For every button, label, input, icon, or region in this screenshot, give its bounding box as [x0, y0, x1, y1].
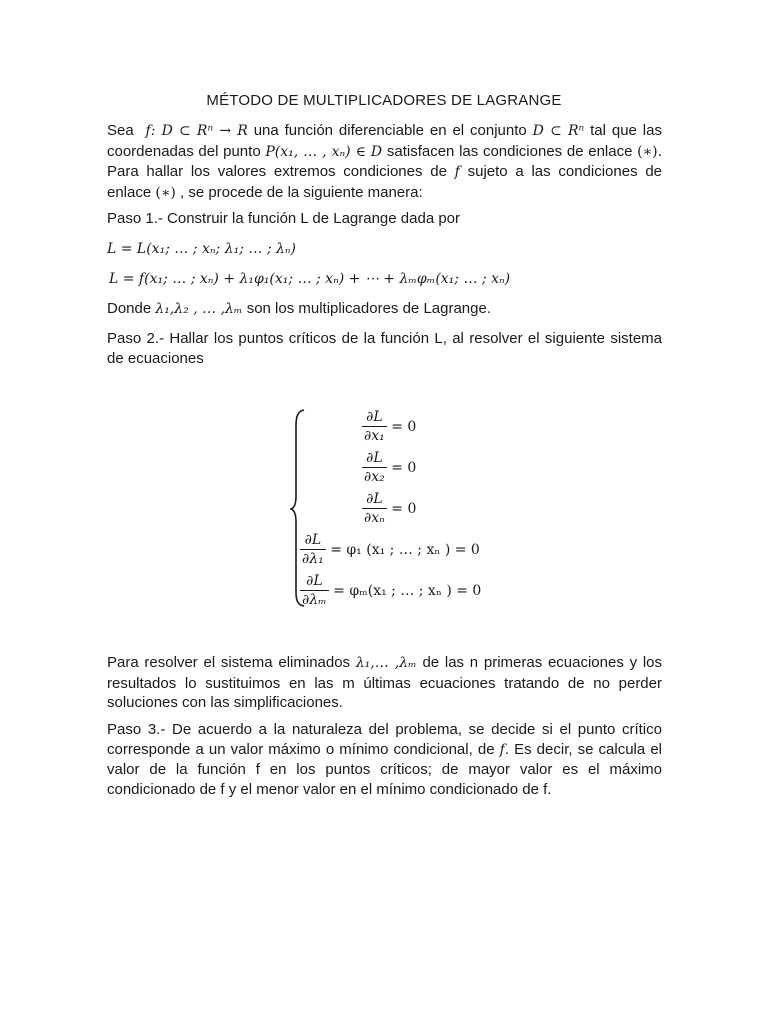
point-definition: P(x₁, … , xₙ) ∈ D — [265, 143, 383, 160]
equation-dxn: $\frac{\partial L}{\text{∂xₙ}}$ = 0 — [364, 491, 417, 526]
equation-system — [290, 408, 550, 608]
donde-line — [107, 299, 491, 319]
lagrange-equation-2: L = f(x₁; … ; xₙ) + λ₁φ₁(x₁; … ; xₙ) + ⋯ + λₘφₘ(x₁; … ; xₙ) — [109, 271, 511, 287]
step1-heading: Paso 1.- Construir la función L de Lagrange dada por — [107, 210, 461, 227]
step3-text-1: Paso 3.- De acuerdo a la naturaleza del problema, se decide si el punto crítico corresponde a un valor máximo o mínimo condicional, de — [107, 721, 662, 758]
enlace-star-2: (∗) — [155, 184, 176, 201]
equation-dlambdam: $\frac{\partial L}{\text{∂λₘ}}$ = φₘ(x₁ ; … ; xₙ ) = 0 — [302, 573, 482, 608]
enlace-star: (∗). — [637, 143, 663, 160]
lagrange-equation-1: L = L(x₁; … ; xₙ; λ₁; … ; λₙ) — [107, 241, 296, 257]
function-definition: f: D ⊂ Rⁿ → R — [145, 123, 248, 139]
intro-text-4: Para hallar los valores extremos condiciones de — [107, 163, 447, 180]
equation-dx2: $\frac{\partial L}{\text{∂x₂}}$ = 0 — [364, 450, 417, 485]
equation-dlambda1: $\frac{\partial L}{\text{∂λ₁}}$ = φ₁ (x₁ ; … ; xₙ ) = 0 — [302, 532, 480, 567]
step3-text-2: . Es decir, se calcula el valor de la función f en los puntos críticos; de mayor valor es el máximo condicionado de f y el menor valor en el mínimo condicionado de f. — [107, 740, 662, 798]
intro-text-3: satisfacen las condiciones de enlace — [386, 142, 633, 160]
intro-paragraph — [107, 121, 662, 203]
intro-text-6: , se procede de la siguiente manera: — [180, 183, 423, 201]
equation-dx1: $\frac{\partial L}{\text{∂x₁}}$ = 0 — [364, 409, 417, 444]
lambda-list: λ₁,λ₂ , … ,λₘ — [155, 301, 243, 317]
intro-text-1: una función diferenciable en el conjunto — [253, 122, 527, 139]
solve-suffix: de las n primeras ecuaciones y los resultados lo sustituimos en las m últimas ecuaciones tratando de no perder soluciones con las simplificaciones. — [107, 654, 662, 711]
step2-paragraph: Paso 2.- Hallar los puntos críticos de la función L, al resolver el siguiente sistema de ecuaciones — [107, 330, 662, 367]
intro-text-5: sujeto a las condiciones de enlace — [107, 163, 663, 201]
donde-suffix: son los multiplicadores de Lagrange. — [246, 300, 492, 317]
intro-text-2: tal que las coordenadas del punto — [107, 122, 662, 160]
solve-lambdas: λ₁,… ,λₘ — [355, 655, 417, 671]
page-title: MÉTODO DE MULTIPLICADORES DE LAGRANGE — [206, 92, 562, 109]
solve-paragraph — [107, 653, 662, 713]
step3-paragraph — [107, 720, 662, 799]
intro-sea: Sea — [107, 122, 134, 139]
solve-prefix: Para resolver el sistema eliminados — [107, 654, 351, 671]
donde-prefix: Donde — [107, 300, 152, 317]
f-symbol: f — [454, 164, 460, 180]
set-definition: D ⊂ Rⁿ — [532, 123, 585, 139]
step3-f-symbol: f — [499, 741, 505, 758]
